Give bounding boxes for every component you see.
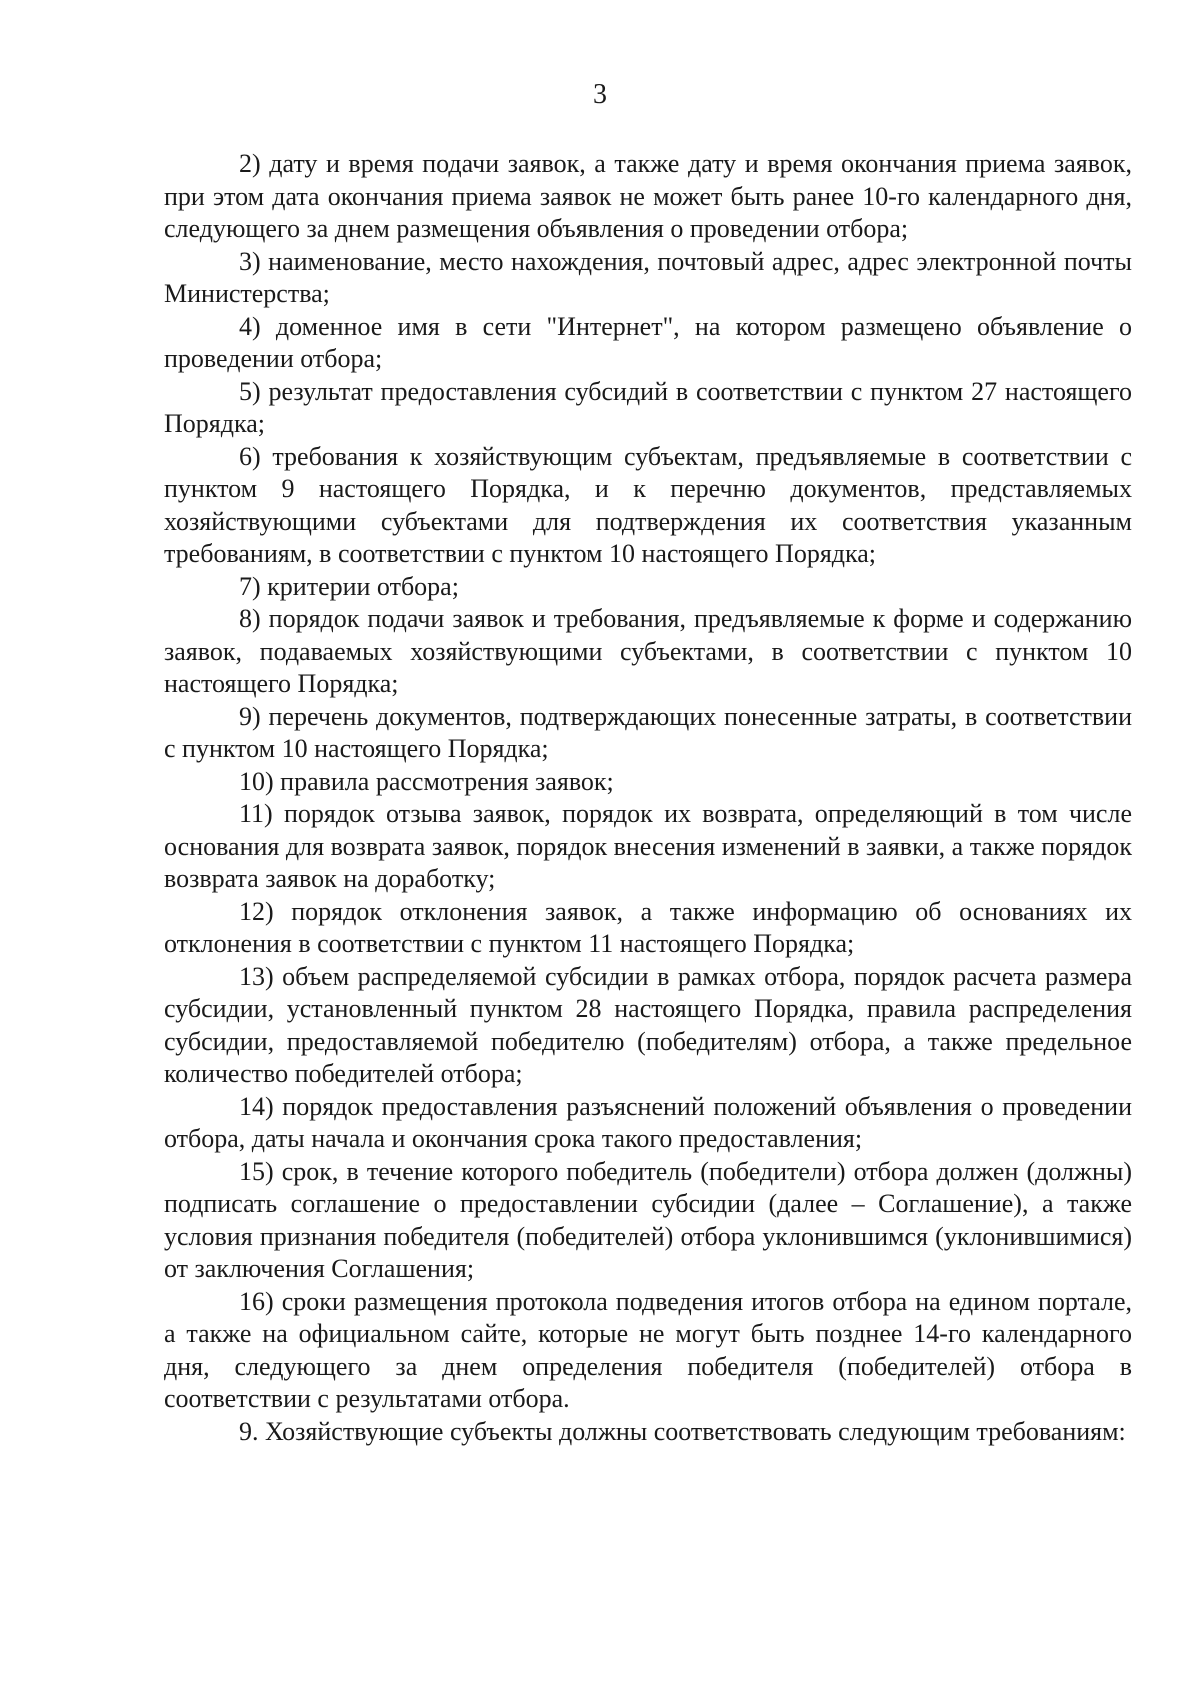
- list-item-4: 4) доменное имя в сети "Интернет", на котором размещено объявление о проведении отбора;: [164, 311, 1132, 373]
- section-9-paragraph: 9. Хозяйствующие субъекты должны соответствовать следующим требованиям:: [239, 1416, 1126, 1446]
- page-number: 3: [593, 79, 607, 110]
- list-item-10: 10) правила рассмотрения заявок;: [239, 766, 614, 796]
- list-item-15: 15) срок, в течение которого победитель (победители) отбора должен (должны) подписать соглашение о предоставлении субсидии (далее – Соглашение), а также условия признания победителя (победителей) отбора уклонившимся (уклонившимися) от заключения Соглашения;: [164, 1156, 1132, 1283]
- document-body: [164, 148, 1132, 1448]
- list-item-12: 12) порядок отклонения заявок, а также информацию об основаниях их отклонения в соответствии с пунктом 11 настоящего Порядка;: [164, 896, 1132, 958]
- list-item-14: 14) порядок предоставления разъяснений положений объявления о проведении отбора, даты начала и окончания срока такого предоставления;: [164, 1091, 1132, 1153]
- list-item-2: 2) дату и время подачи заявок, а также дату и время окончания приема заявок, при этом дата окончания приема заявок не может быть ранее 10-го календарного дня, следующего за днем размещения объявления о проведении отбора;: [164, 149, 1132, 243]
- list-item-16: 16) сроки размещения протокола подведения итогов отбора на едином портале, а также на официальном сайте, которые не могут быть позднее 14-го календарного дня, следующего за днем определения победителя (победителей) отбора в соответствии с результатами отбора.: [164, 1286, 1132, 1413]
- list-item-7: 7) критерии отбора;: [239, 571, 459, 601]
- list-item-13: 13) объем распределяемой субсидии в рамках отбора, порядок расчета размера субсидии, установленный пунктом 28 настоящего Порядка, правила распределения субсидии, предоставляемой победителю (победителям) отбора, а также предельное количество победителей отбора;: [164, 961, 1132, 1088]
- list-item-8: 8) порядок подачи заявок и требования, предъявляемые к форме и содержанию заявок, подаваемых хозяйствующими субъектами, в соответствии с пунктом 10 настоящего Порядка;: [164, 604, 1132, 698]
- list-item-11: 11) порядок отзыва заявок, порядок их возврата, определяющий в том числе основания для возврата заявок, порядок внесения изменений в заявки, а также порядок возврата заявок на доработку;: [164, 799, 1132, 893]
- list-item-6: 6) требования к хозяйствующим субъектам, предъявляемые в соответствии с пунктом 9 настоящего Порядка, и к перечню документов, представляемых хозяйствующими субъектами для подтверждения их соответствия указанным требованиям, в соответствии с пунктом 10 настоящего Порядка;: [164, 441, 1132, 568]
- list-item-5: 5) результат предоставления субсидий в соответствии с пунктом 27 настоящего Порядка;: [164, 376, 1132, 438]
- list-item-9: 9) перечень документов, подтверждающих понесенные затраты, в соответствии с пунктом 10 настоящего Порядка;: [164, 701, 1132, 763]
- list-item-3: 3) наименование, место нахождения, почтовый адрес, адрес электронной почты Министерства;: [164, 246, 1132, 308]
